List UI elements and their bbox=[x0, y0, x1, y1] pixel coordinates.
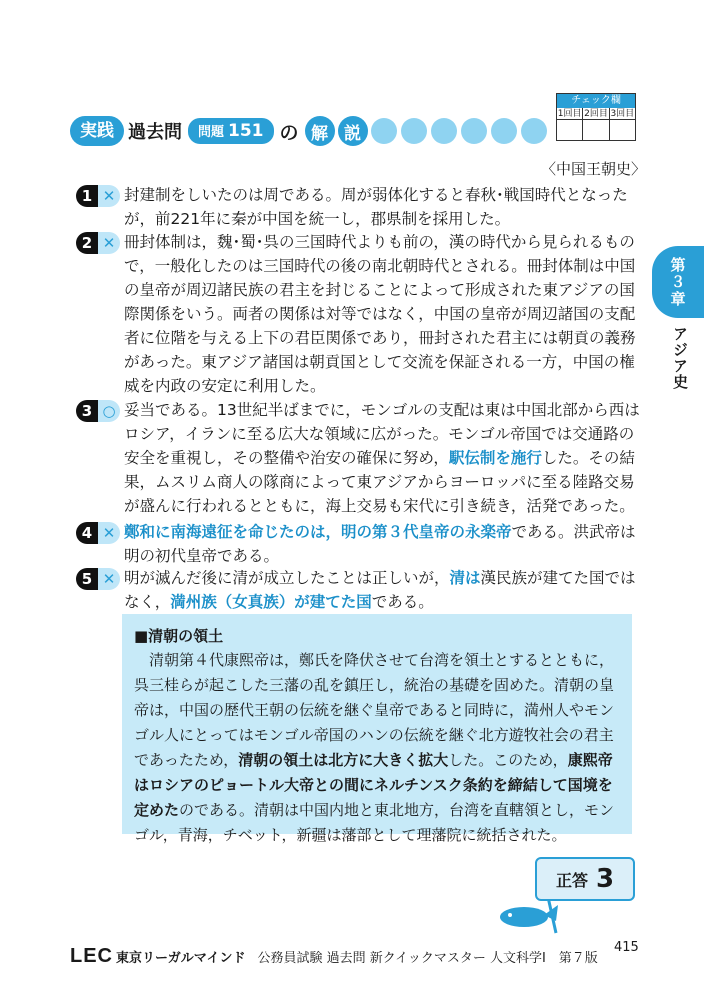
item-badge bbox=[76, 185, 120, 207]
check-cell-3[interactable] bbox=[610, 120, 635, 140]
chapter-number: 第３章 bbox=[668, 256, 687, 308]
decor-dot bbox=[431, 118, 457, 144]
cross-mark-icon: ✕ bbox=[98, 568, 120, 590]
highlight-text: 清は bbox=[449, 569, 481, 587]
answer-item-2 bbox=[76, 230, 646, 398]
answer-item-1 bbox=[76, 183, 646, 231]
highlight-text: 満州族（女真族）が建てた国 bbox=[170, 593, 372, 611]
body-part: のである。清朝は中国内地と東北地方，台湾を直轄領とし，モンゴル，青海，チベット，新疆は藩部として理藩院に統括された。 bbox=[134, 801, 615, 844]
lec-logo: LEC bbox=[70, 944, 113, 967]
item-text-part: 妥当である。13世紀半ばまでに，モンゴルの支配は東は中国北部から西はロシア，イランに至る広大な領域に広がった。モンゴル帝国では交通路の安全を重視し，その整備や治安の確保に努め， bbox=[124, 401, 640, 467]
item-text-part: 漢民族が建てた国ではなく， bbox=[124, 569, 636, 611]
jissen-label: 実践 bbox=[70, 116, 124, 146]
item-text bbox=[124, 566, 646, 614]
item-text-part: した。その結果，ムスリム商人の隊商によって東アジアからヨーロッパに至る陸路交易が盛んに行われるとともに，海上交易も宋代に引き続き，活発であった。 bbox=[124, 449, 635, 515]
chapter-tab bbox=[652, 246, 704, 318]
answer-item-5 bbox=[76, 566, 646, 614]
item-text bbox=[124, 520, 646, 568]
circle-mark-icon: ○ bbox=[98, 400, 120, 422]
company-name: 東京リーガルマインド bbox=[116, 950, 246, 966]
check-column-2: 2回目 bbox=[584, 109, 608, 119]
supplement-box bbox=[122, 614, 632, 844]
check-cell-1[interactable] bbox=[557, 120, 583, 140]
no-label: の bbox=[279, 121, 299, 144]
cross-mark-icon: ✕ bbox=[98, 232, 120, 254]
decor-dot bbox=[521, 118, 547, 144]
item-number: 2 bbox=[76, 232, 98, 254]
bold-text: 清朝の領土は北方に大きく拡大 bbox=[238, 751, 449, 769]
kakomon-label: 過去問 bbox=[128, 122, 182, 143]
item-number: 5 bbox=[76, 568, 98, 590]
footer bbox=[70, 944, 650, 968]
correct-answer bbox=[500, 855, 640, 935]
body-part: 清朝第４代康熙帝は，鄭氏を降伏させて台湾を領土とするとともに，呉三桂らが起こした三藩の乱を鎮圧し，統治の基礎を固めた。清朝の皇帝は，中国の歴代王朝の伝統を継ぐ皇帝であると同時に，満州人やモンゴル人にとってはモンゴル帝国のハンの伝統を継ぐ北方遊牧社会の君主であったため， bbox=[134, 651, 615, 769]
check-column-3: 3回目 bbox=[610, 109, 635, 119]
answer-item-3 bbox=[76, 398, 646, 518]
supplement-body bbox=[134, 648, 620, 848]
decor-dot bbox=[401, 118, 427, 144]
item-text: 封建制をしいたのは周である。周が弱体化すると春秋･戦国時代となったが，前221年に秦が中国を統一し，郡県制を採用した。 bbox=[124, 186, 628, 228]
item-text: 冊封体制は，魏･蜀･呉の三国時代よりも前の，漢の時代から見られるもので，一般化したのは三国時代の後の南北朝時代とされる。冊封体制は中国の皇帝が周辺諸民族の君主を封じることによって形成された東アジアの国際関係をいう。両者の関係は対等ではなく，中国の皇帝が周辺諸国の支配者に位階を与える上下の君臣関係であり，冊封された君主には朝貢の義務があった。東アジア諸国は朝貢国として交流を保証される一方，中国の権威を内政の安定に利用した。 bbox=[124, 233, 636, 395]
highlight-text: 鄭和に南海遠征を命じたのは，明の第３代皇帝の永楽帝 bbox=[124, 523, 512, 541]
check-box bbox=[556, 93, 636, 141]
problem-number: 151 bbox=[228, 121, 264, 141]
check-box-title: チェック欄 bbox=[557, 94, 635, 108]
answer-label: 正答 bbox=[555, 870, 588, 890]
problem-number-badge bbox=[188, 118, 274, 144]
body-part: した。このため， bbox=[448, 751, 568, 769]
category-label: 〈中国王朝史〉 bbox=[540, 160, 646, 178]
book-title: 公務員試験 過去問 新クイックマスター 人文科学Ⅰ 第７版 bbox=[257, 950, 598, 966]
bold-text: 康熙帝はロシアのピョートル大帝との間にネルチンスク条約を締結して国境を定めた bbox=[134, 751, 613, 819]
item-text-part: である。洪武帝は明の初代皇帝である。 bbox=[124, 523, 636, 565]
chapter-name: アジア史 bbox=[671, 326, 689, 390]
answer-item-4 bbox=[76, 520, 646, 568]
decor-dot bbox=[491, 118, 517, 144]
page-number: 415 bbox=[614, 940, 639, 955]
problem-label: 問題 bbox=[198, 125, 225, 140]
supplement-title: ■清朝の領土 bbox=[134, 627, 224, 645]
cross-mark-icon: ✕ bbox=[98, 522, 120, 544]
check-cell-2[interactable] bbox=[583, 120, 609, 140]
kai-label: 解 bbox=[305, 116, 335, 146]
item-badge bbox=[76, 400, 120, 422]
item-number: 1 bbox=[76, 185, 98, 207]
item-number: 3 bbox=[76, 400, 98, 422]
item-badge bbox=[76, 522, 120, 544]
decor-dot bbox=[371, 118, 397, 144]
decor-dot bbox=[461, 118, 487, 144]
answer-flag bbox=[535, 857, 635, 901]
setsu-label: 説 bbox=[338, 116, 368, 146]
item-number: 4 bbox=[76, 522, 98, 544]
item-badge bbox=[76, 232, 120, 254]
item-text-part: 明が滅んだ後に清が成立したことは正しいが， bbox=[124, 569, 450, 587]
cross-mark-icon: ✕ bbox=[98, 185, 120, 207]
item-text-part: である。 bbox=[371, 593, 434, 611]
check-column-1: 1回目 bbox=[557, 109, 582, 119]
item-badge bbox=[76, 568, 120, 590]
section-header bbox=[70, 113, 551, 149]
highlight-text: 駅伝制を施行 bbox=[448, 449, 542, 467]
item-text bbox=[124, 398, 646, 518]
answer-value: 3 bbox=[595, 864, 615, 894]
